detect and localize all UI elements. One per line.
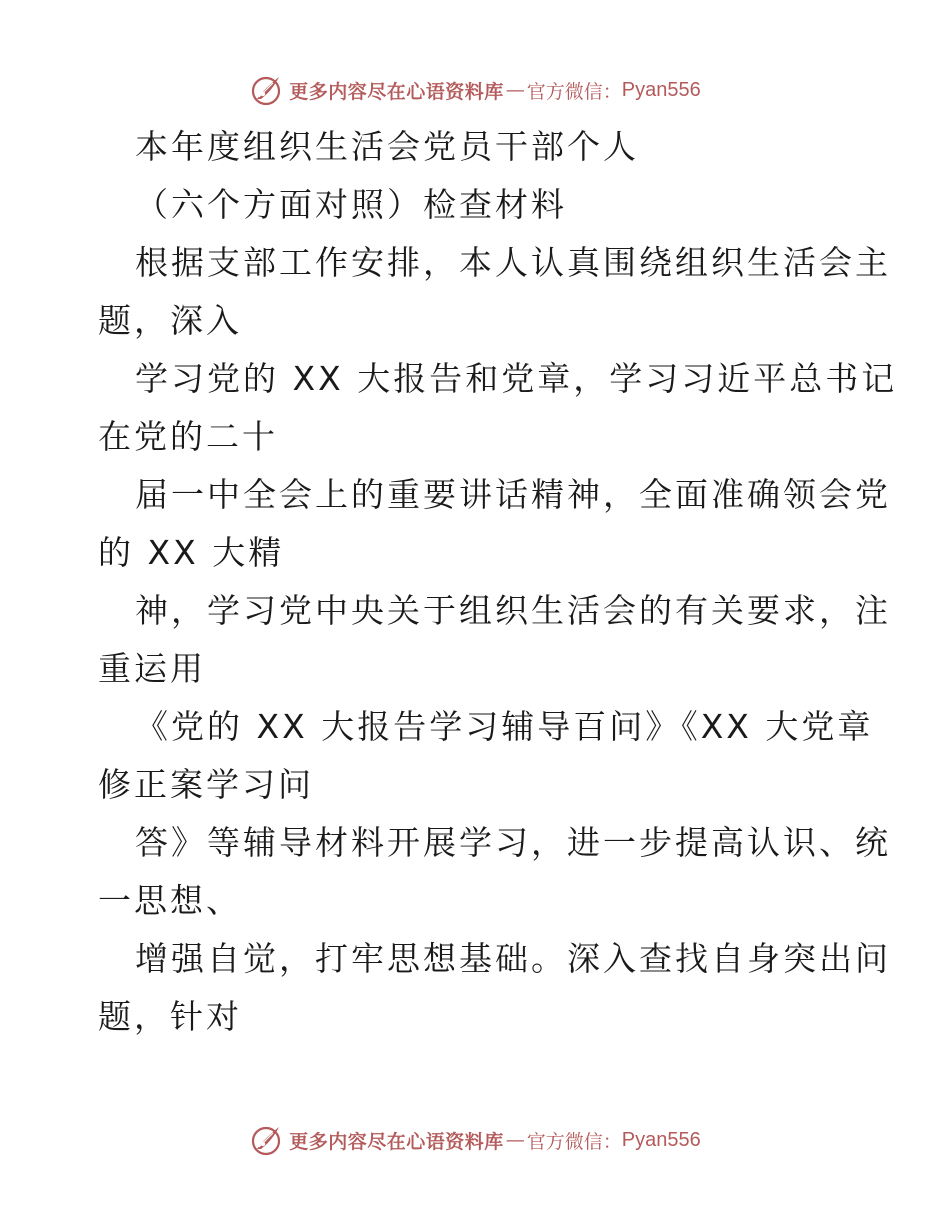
document-line: 届一中全会上的重要讲话精神，全面准确领会党 (135, 475, 891, 514)
watermark-dash: — (505, 1129, 525, 1151)
document-line: 本年度组织生活会党员干部个人 (135, 127, 639, 166)
document-line: 《党的 XX 大报告学习辅导百问》《XX 大党章 (135, 707, 874, 746)
document-line: 在党的二十 (98, 417, 278, 456)
document-line: 答》等辅导材料开展学习，进一步提高认识、统 (135, 823, 891, 862)
document-line: 学习党的 XX 大报告和党章，学习习近平总书记 (135, 359, 898, 398)
document-body (98, 118, 898, 1046)
document-line: 增强自觉，打牢思想基础。深入查找自身突出问 (135, 939, 891, 978)
header-watermark (0, 70, 950, 110)
document-line: 修正案学习问 (98, 765, 314, 804)
watermark-wechat-label: 官方微信： (526, 80, 622, 103)
watermark-text: 更多内容尽在心语资料库 (289, 80, 504, 103)
footer-watermark (0, 1120, 950, 1160)
watermark-wechat-id: Pyan556 (621, 1128, 701, 1151)
document-line: 根据支部工作安排，本人认真围绕组织生活会主 (135, 243, 891, 282)
watermark-dash: — (505, 79, 525, 101)
feather-pen-logo-icon (249, 1123, 283, 1157)
document-line: 神，学习党中央关于组织生活会的有关要求，注 (135, 591, 891, 630)
watermark-wechat-label: 官方微信： (526, 1130, 622, 1153)
feather-pen-logo-icon (249, 73, 283, 107)
document-line: 题，深入 (98, 301, 242, 340)
document-line: 一思想、 (98, 881, 242, 920)
watermark-text: 更多内容尽在心语资料库 (289, 1130, 504, 1153)
watermark-wechat-id: Pyan556 (621, 78, 701, 101)
document-line: 重运用 (98, 649, 206, 688)
document-line: 的 XX 大精 (98, 533, 285, 572)
document-line: （六个方面对照）检查材料 (135, 185, 567, 224)
document-line: 题，针对 (98, 997, 242, 1036)
